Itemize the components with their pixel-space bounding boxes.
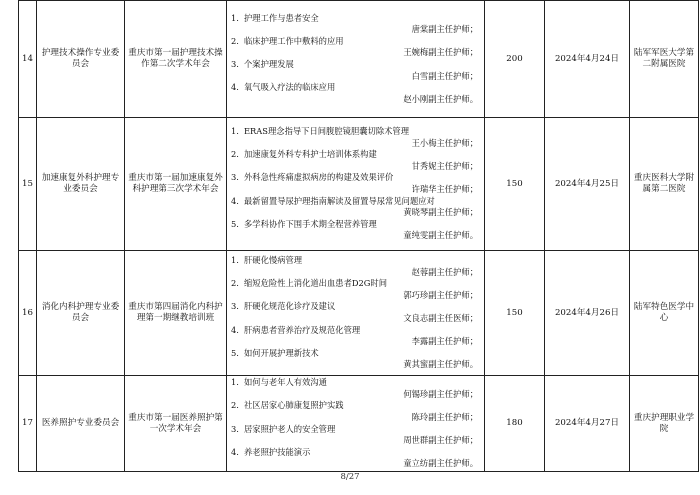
- topic-text: 肝硬化慢病管理: [244, 255, 303, 266]
- table-row: [19, 376, 699, 472]
- meeting-date: 2024年4月26日: [545, 251, 630, 376]
- committee-name: 医养照护专业委员会: [37, 376, 125, 472]
- committee-name: 加速康复外科护理专业委员会: [37, 118, 125, 251]
- topics-cell: [227, 251, 485, 376]
- topic-item: [231, 424, 478, 447]
- topic-item: [231, 348, 478, 371]
- row-number: 14: [19, 1, 37, 118]
- topic-speaker: 文良志副主任医师；: [403, 313, 478, 323]
- topic-speaker: 甘秀妮主任护师；: [411, 160, 478, 171]
- topic-text: 个案护理发展: [244, 59, 294, 69]
- topic-item: [231, 196, 478, 219]
- topic-text: 缩短危险性上消化道出血患者D2G时间: [244, 278, 388, 289]
- topic-number: 3.: [231, 172, 239, 183]
- topic-number: 2.: [231, 400, 239, 411]
- topic-text: 护理工作与患者安全: [244, 12, 319, 23]
- topic-text: 加速康复外科专科护士培训体系构建: [244, 149, 377, 160]
- topic-number: 3.: [231, 423, 239, 434]
- topic-item: [231, 325, 478, 348]
- meeting-title: 重庆市第一届加速康复外科护理第三次学术年会: [125, 118, 227, 251]
- topic-number: 3.: [231, 301, 239, 312]
- topic-number: 5.: [231, 218, 239, 229]
- row-number: 16: [19, 251, 37, 376]
- topic-item: [231, 278, 478, 301]
- topics-cell: [227, 376, 485, 472]
- host-unit: 重庆护理职业学院: [630, 376, 699, 472]
- topic-speaker: 王婉梅副主任护师；: [403, 47, 478, 58]
- topic-number: 2.: [231, 35, 239, 46]
- topics-cell: [227, 118, 485, 251]
- meeting-title: 重庆市第四届消化内科护理第一期继教培训班: [125, 251, 227, 376]
- host-unit: 陆军军医大学第二附属医院: [630, 1, 699, 118]
- topic-speaker: 唐棠副主任护师；: [411, 24, 478, 35]
- meeting-date: 2024年4月25日: [545, 118, 630, 251]
- topic-item: [231, 172, 478, 195]
- topic-number: 3.: [231, 59, 239, 69]
- topic-number: 4.: [231, 324, 239, 335]
- topic-speaker: 童立纺副主任护师。: [403, 458, 478, 469]
- topic-number: 4.: [231, 195, 239, 206]
- topic-item: [231, 447, 478, 470]
- attendee-count: 200: [485, 1, 545, 118]
- topic-number: 1.: [231, 12, 239, 23]
- topic-speaker: 赵小刚副主任护师。: [403, 93, 478, 104]
- meeting-title: 重庆市第一届医养照护第一次学术年会: [125, 376, 227, 472]
- topic-text: 肝硬化规范化诊疗及建议: [244, 301, 336, 312]
- committee-name: 护理技术操作专业委员会: [37, 1, 125, 118]
- topic-speaker: 李露副主任护师；: [411, 336, 478, 347]
- topic-item: [231, 301, 478, 324]
- topic-item: [231, 13, 478, 36]
- topic-text: 临床护理工作中敷料的应用: [244, 35, 344, 46]
- topic-text: ERAS理念指导下日间腹腔镜胆囊切除术管理: [244, 126, 410, 137]
- committee-name: 消化内科护理专业委员会: [37, 251, 125, 376]
- topic-item: [231, 36, 478, 59]
- topic-speaker: 王小梅主任护师；: [411, 137, 478, 148]
- row-number: 17: [19, 376, 37, 472]
- attendee-count: 150: [485, 251, 545, 376]
- topic-number: 1.: [231, 377, 239, 388]
- host-unit: 陆军特色医学中心: [630, 251, 699, 376]
- table-row: [19, 1, 699, 118]
- topic-text: 氧气吸入疗法的临床应用: [244, 82, 336, 93]
- topic-number: 1.: [231, 255, 239, 266]
- page-number: 8/27: [340, 472, 360, 482]
- topic-text: 养老照护技能演示: [244, 446, 311, 457]
- topic-speaker: 赵蓉副主任护师；: [411, 266, 478, 277]
- topic-item: [231, 82, 478, 105]
- topic-speaker: 陈玲副主任护师；: [411, 411, 478, 422]
- meeting-title: 重庆市第一届护理技术操作第二次学术年会: [125, 1, 227, 118]
- topic-text: 外科急性疼痛虚拟病房的构建及效果评价: [244, 172, 394, 183]
- topic-speaker: 郭巧珍副主任护师；: [403, 289, 478, 300]
- meeting-date: 2024年4月24日: [545, 1, 630, 118]
- topic-text: 社区居家心肺康复照护实践: [244, 400, 344, 411]
- topic-speaker: 黄其蜜副主任护师。: [403, 359, 478, 370]
- topic-number: 2.: [231, 278, 239, 289]
- topic-text: 如何开展护理新技术: [244, 347, 319, 358]
- topic-speaker: 白雪副主任护师；: [411, 70, 478, 81]
- attendee-count: 150: [485, 118, 545, 251]
- topic-item: [231, 377, 478, 400]
- meeting-date: 2024年4月27日: [545, 376, 630, 472]
- table-row: [19, 251, 699, 376]
- topic-item: [231, 255, 478, 278]
- topic-speaker: 黄晓琴副主任护师；: [403, 207, 478, 218]
- topic-speaker: 童纯雯副主任护师。: [403, 230, 478, 241]
- topic-speaker: 何锡珍副主任护师；: [403, 388, 478, 399]
- topic-number: 4.: [231, 446, 239, 457]
- schedule-table: [18, 0, 699, 472]
- topic-text: 居家照护老人的安全管理: [244, 423, 336, 434]
- host-unit: 重庆医科大学附属第二医院: [630, 118, 699, 251]
- table-row: [19, 118, 699, 251]
- row-number: 15: [19, 118, 37, 251]
- attendee-count: 180: [485, 376, 545, 472]
- topic-text: 最新留置导尿护理指南解读及留置导尿常见问题应对: [244, 195, 435, 206]
- topic-text: 肝病患者营养治疗及规范化管理: [244, 324, 361, 335]
- topic-text: 多学科协作下围手术期全程营养管理: [244, 218, 377, 229]
- topic-item: [231, 59, 478, 82]
- topic-text: 如何与老年人有效沟通: [244, 377, 327, 388]
- topics-cell: [227, 1, 485, 118]
- topic-item: [231, 400, 478, 423]
- topic-item: [231, 126, 478, 149]
- topic-number: 2.: [231, 149, 239, 160]
- topic-number: 4.: [231, 82, 239, 93]
- topic-speaker: 周世群副主任护师；: [403, 435, 478, 446]
- topic-item: [231, 219, 478, 242]
- topic-number: 1.: [231, 126, 239, 137]
- topic-number: 5.: [231, 347, 239, 358]
- topic-speaker: 许瑞华主任护师；: [411, 184, 478, 194]
- topic-item: [231, 149, 478, 172]
